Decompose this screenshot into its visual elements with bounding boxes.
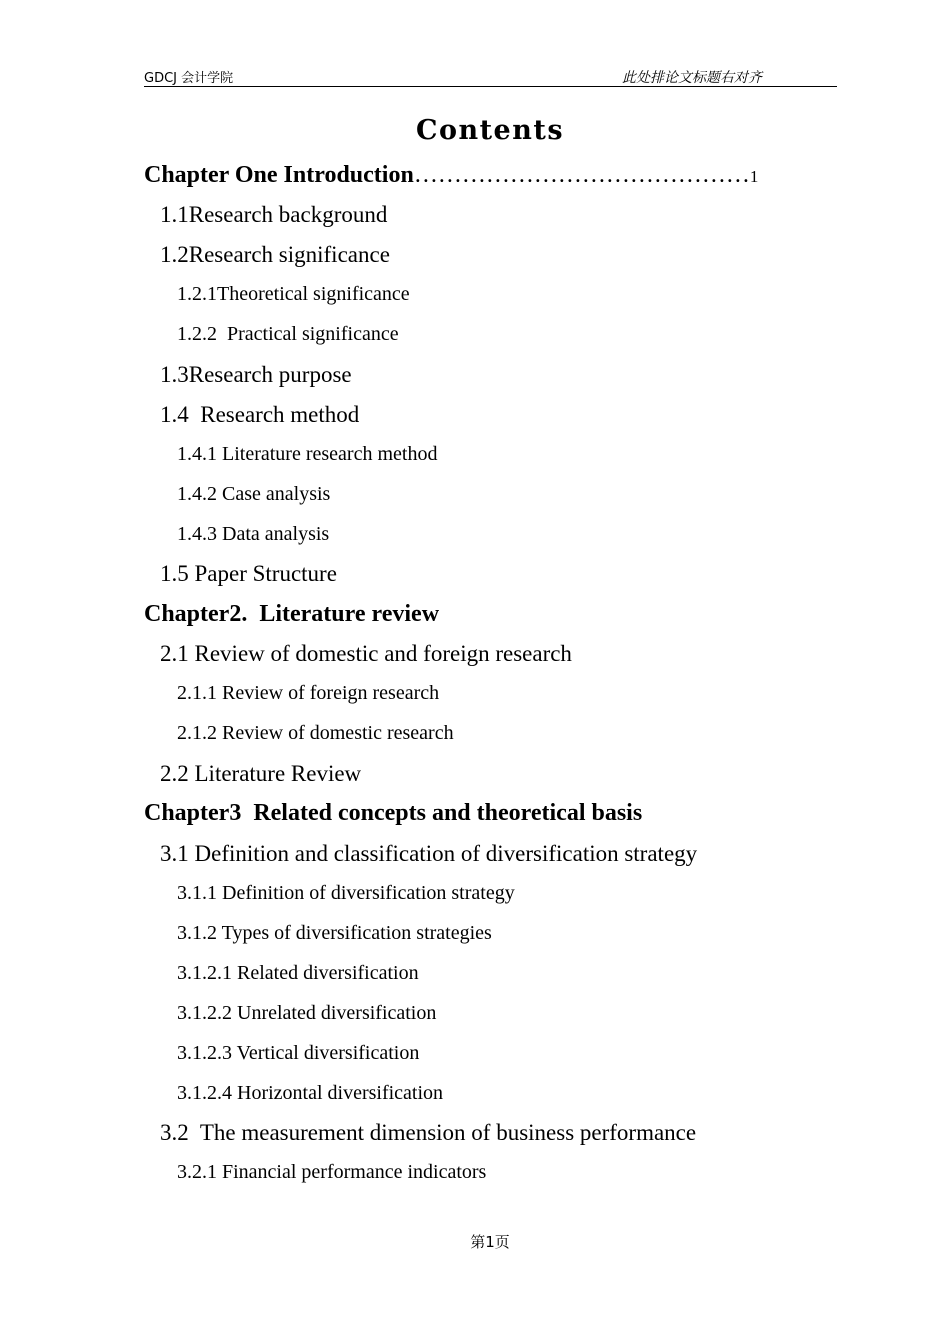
- toc-entry: 3.1.1 Definition of diversification strategy: [177, 882, 515, 904]
- toc-entry: 1.5 Paper Structure: [160, 561, 337, 586]
- toc-entry: 3.2.1 Financial performance indicators: [177, 1161, 487, 1183]
- toc-entry: 2.1.2 Review of domestic research: [177, 722, 454, 744]
- toc-entry: 3.2 The measurement dimension of business performance: [160, 1120, 697, 1145]
- toc-entry: 3.1 Definition and classification of diversification strategy: [160, 841, 698, 866]
- toc-entry: 3.1.2.2 Unrelated diversification: [177, 1002, 437, 1024]
- header-right-text: 此处排论文标题右对齐: [622, 71, 762, 86]
- toc-entry: 1.4.3 Data analysis: [177, 523, 330, 545]
- toc-leader-dots: ……………………………………: [413, 162, 750, 188]
- toc-entry: 2.1.1 Review of foreign research: [177, 682, 440, 704]
- toc-page-number: 1: [749, 167, 759, 186]
- toc-entry: 3.1.2 Types of diversification strategies: [177, 922, 492, 944]
- toc-entry: 1.4.1 Literature research method: [177, 443, 438, 465]
- toc-entry: 1.4 Research method: [160, 402, 360, 427]
- toc-entry-chapter-3: Chapter3 Related concepts and theoretical basis: [144, 800, 643, 826]
- toc-entry: 2.2 Literature Review: [160, 761, 362, 786]
- toc-entry: 1.4.2 Case analysis: [177, 483, 331, 505]
- toc-entry: 3.1.2.4 Horizontal diversification: [177, 1082, 444, 1104]
- toc-entry: 1.2Research significance: [160, 242, 390, 267]
- header-left-text: GDCJ 会计学院: [144, 71, 234, 86]
- toc-entry-chapter-2: Chapter2. Literature review: [144, 601, 440, 627]
- page-number-footer: 第1页: [470, 1233, 510, 1251]
- toc-entry-chapter-1: [144, 163, 758, 187]
- page-title: Contents: [415, 115, 565, 146]
- toc-entry-text: Chapter One Introduction: [144, 162, 414, 188]
- header-rule: [144, 86, 837, 87]
- toc-entry: 1.2.1Theoretical significance: [177, 283, 410, 305]
- toc-entry: 3.1.2.1 Related diversification: [177, 962, 419, 984]
- toc-entry: 1.3Research purpose: [160, 362, 352, 387]
- toc-entry: 1.1Research background: [160, 202, 388, 227]
- toc-entry: 1.2.2 Practical significance: [177, 323, 399, 345]
- toc-entry: 2.1 Review of domestic and foreign research: [160, 641, 572, 666]
- toc-entry: 3.1.2.3 Vertical diversification: [177, 1042, 420, 1064]
